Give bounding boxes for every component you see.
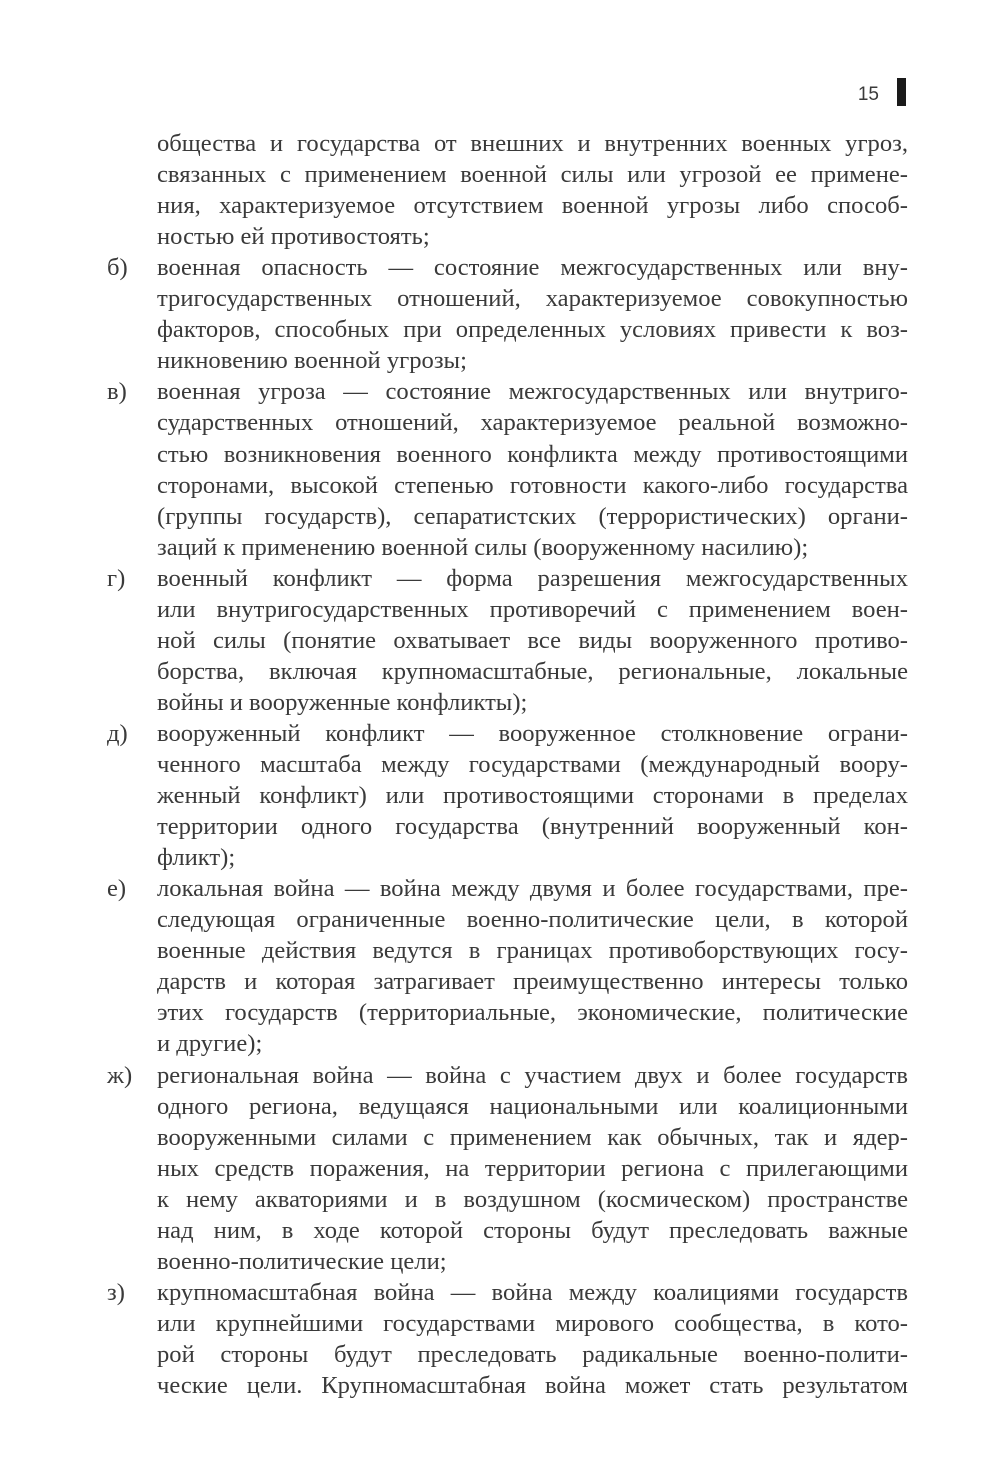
text-line: заций к применению военной силы (вооруженному насилию); <box>157 533 809 561</box>
text-line: локальная война — война между двумя и более государствами, пре- <box>157 875 908 903</box>
page-number: 15 <box>857 84 879 105</box>
list-item-marker: б) <box>107 254 128 282</box>
text-line: военные действия ведутся в границах противоборствующих госу- <box>157 937 908 965</box>
list-item-marker: ж) <box>107 1061 133 1089</box>
text-line: вооруженными силами с применением как обычных, так и ядер- <box>157 1123 908 1151</box>
text-line: ных средств поражения, на территории региона с прилегающими <box>157 1154 908 1182</box>
text-line: ной силы (понятие охватывает все виды вооруженного противо- <box>157 626 908 654</box>
text-line: территории одного государства (внутренний вооруженный кон- <box>157 813 908 841</box>
text-line: тригосударственных отношений, характеризуемое совокупностью <box>157 285 908 313</box>
text-line: ностью ей противостоять; <box>157 223 430 251</box>
text-line: или крупнейшими государствами мирового сообщества, в кото- <box>157 1309 908 1337</box>
list-item-marker: е) <box>107 875 127 903</box>
text-line: сторонами, высокой степенью готовности какого-либо государства <box>157 471 908 499</box>
text-line: никновению военной угрозы; <box>157 347 467 375</box>
list-item-marker: г) <box>107 564 126 592</box>
list-item-marker: в) <box>107 378 127 406</box>
text-line: крупномасштабная война — война между коалициями государств <box>157 1278 908 1306</box>
text-line: стью возникновения военного конфликта между противостоящими <box>157 440 908 468</box>
text-line: этих государств (территориальные, экономические, политические <box>157 999 908 1027</box>
text-line: ческие цели. Крупномасштабная война может стать результатом <box>157 1372 908 1399</box>
text-line: фликт); <box>157 844 236 872</box>
text-line: или внутригосударственных противоречий с применением воен- <box>157 595 908 623</box>
text-line: над ним, в ходе которой стороны будут преследовать важные <box>157 1216 908 1244</box>
text-line: региональная война — война с участием двух и более государств <box>157 1061 908 1089</box>
list-item-marker: д) <box>107 719 128 747</box>
text-line: следующая ограниченные военно-политические цели, в которой <box>157 906 908 934</box>
page-number-marker <box>897 78 906 106</box>
text-line: общества и государства от внешних и внутренних военных угроз, <box>157 130 908 157</box>
text-line: борства, включая крупномасштабные, региональные, локальные <box>157 657 908 685</box>
text-line: связанных с применением военной силы или угрозой ее примене- <box>157 161 908 189</box>
text-line: сударственных отношений, характеризуемое реальной возможно- <box>157 409 908 437</box>
text-line: рой стороны будут преследовать радикальные военно-полити- <box>157 1340 908 1368</box>
text-line: вооруженный конфликт — вооруженное столкновение ограни- <box>157 719 908 747</box>
text-line: и другие); <box>157 1030 263 1058</box>
text-line: одного региона, ведущаяся национальными или коалиционными <box>157 1092 908 1120</box>
text-line: к нему акваториями и в воздушном (космическом) пространстве <box>157 1185 908 1213</box>
text-line: военно-политические цели; <box>157 1247 447 1275</box>
text-line: женный конфликт) или противостоящими сторонами в пределах <box>157 782 908 810</box>
list-item-marker: з) <box>107 1278 125 1306</box>
text-line: ния, характеризуемое отсутствием военной угрозы либо способ- <box>157 192 908 220</box>
text-line: факторов, способных при определенных условиях привести к воз- <box>157 316 908 344</box>
text-line: (группы государств), сепаратистских (террористических) органи- <box>157 502 908 530</box>
text-line: военный конфликт — форма разрешения межгосударственных <box>157 564 908 592</box>
text-line: военная опасность — состояние межгосударственных или вну- <box>157 254 908 282</box>
text-line: военная угроза — состояние межгосударственных или внутриго- <box>157 378 908 406</box>
text-line: ченного масштаба между государствами (международный воору- <box>157 751 908 778</box>
text-line: войны и вооруженные конфликты); <box>157 688 528 716</box>
text-line: дарств и которая затрагивает преимущественно интересы только <box>157 968 908 996</box>
